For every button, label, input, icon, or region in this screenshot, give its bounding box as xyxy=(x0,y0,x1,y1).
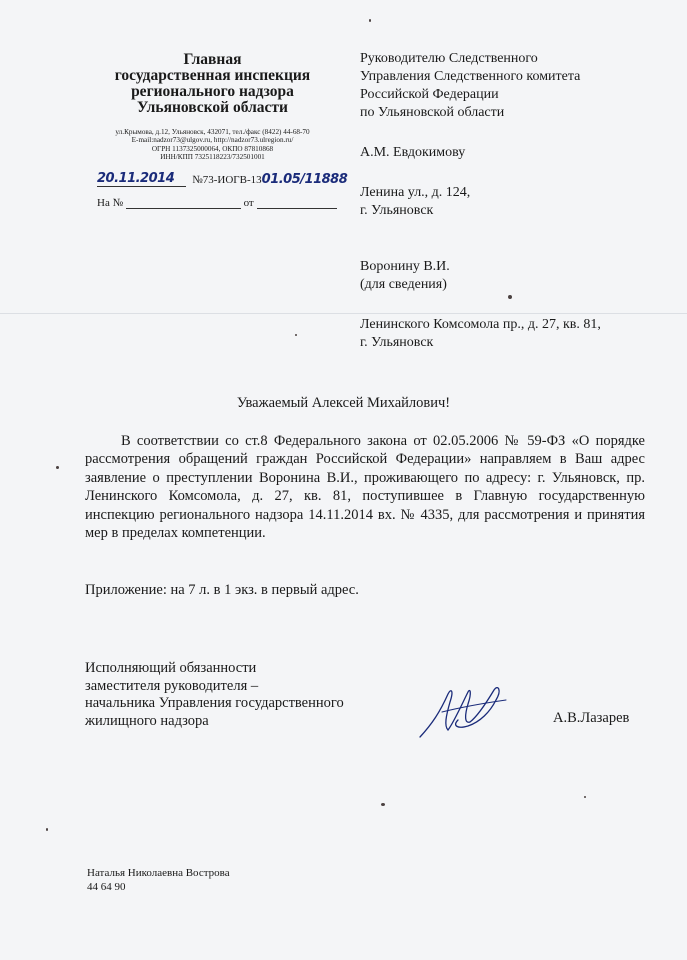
requisite-line: E-mail:nadzor73@ulgov.ru, http://nadzor73.ulregion.ru/ xyxy=(131,136,294,145)
requisite-line: ИНН/КПП 7325118223/732501001 xyxy=(160,153,265,162)
addressee-line: Российской Федерации xyxy=(360,87,499,102)
position-line: жилищного надзора xyxy=(85,712,209,729)
cc-address-line: Ленинского Комсомола пр., д. 27, кв. 81, xyxy=(360,317,601,332)
outgoing-number xyxy=(97,171,357,187)
cc-name: Воронину В.И. xyxy=(360,259,450,274)
letter-body: В соответствии со ст.8 Федерального закона от 02.05.2006 № 59-ФЗ «О порядке рассмотрения обращений граждан Российской Федерации» направляем в Ваш адрес заявление о преступлении Воронина В.И., проживающего по адресу: г. Ульяновск, пр. Ленинского Комсомола, д. 27, кв. 81, поступившее в Главную государственную инспекцию регионального надзора 14.11.2014 вх. № 4335, для рассмотрения и принятия мер в пределах компетенции. xyxy=(85,433,645,542)
addressee-block xyxy=(360,50,680,352)
addressee-line: Руководителю Следственного xyxy=(360,51,538,66)
signatory-position xyxy=(85,660,344,730)
scan-speck xyxy=(584,796,586,798)
scan-speck xyxy=(295,334,297,336)
executor-phone: 44 64 90 xyxy=(87,881,126,893)
addressee-name: А.М. Евдокимову xyxy=(360,145,466,160)
org-line: Главная xyxy=(183,51,242,68)
reference-line xyxy=(97,197,337,209)
sender-organization xyxy=(90,52,335,116)
outgoing-date: 20.11.2014 xyxy=(97,171,175,186)
executor-name: Наталья Николаевна Вострова xyxy=(87,867,230,879)
scan-speck xyxy=(508,295,512,299)
from-label: от xyxy=(243,197,254,209)
org-line: государственная инспекция xyxy=(114,67,311,84)
scan-speck xyxy=(56,466,59,469)
outgoing-number-prefix: №73-ИОГВ-13 xyxy=(192,174,262,186)
org-line: Ульяновской области xyxy=(137,99,288,116)
salutation: Уважаемый Алексей Михайлович! xyxy=(236,395,451,411)
addressee-line: по Ульяновской области xyxy=(360,105,505,120)
sender-requisites xyxy=(90,128,335,162)
executor-block xyxy=(87,866,230,894)
attachment-note: Приложение: на 7 л. в 1 экз. в первый адрес. xyxy=(85,582,359,598)
addressee-address-line: Ленина ул., д. 124, xyxy=(360,185,471,200)
requisite-line: ОГРН 1137325000064, ОКПО 87810868 xyxy=(151,144,274,153)
addressee-line: Управления Следственного комитета xyxy=(360,69,581,84)
on-ref-label: На № xyxy=(97,197,124,209)
scan-speck xyxy=(381,803,385,806)
position-line: Исполняющий обязанности xyxy=(85,660,257,676)
scan-speck xyxy=(46,828,48,831)
cc-address-line: г. Ульяновск xyxy=(360,335,434,350)
signer-name: А.В.Лазарев xyxy=(553,710,630,726)
scan-speck xyxy=(369,19,371,22)
addressee-address-line: г. Ульяновск xyxy=(360,203,434,218)
outgoing-number-handwritten: 01.05/11888 xyxy=(261,172,348,187)
org-line: регионального надзора xyxy=(131,83,294,100)
position-line: начальника Управления государственного xyxy=(85,695,344,711)
cc-note: (для сведения) xyxy=(360,277,447,292)
position-line: заместителя руководителя – xyxy=(85,677,259,694)
handwritten-signature xyxy=(418,682,513,742)
sender-block xyxy=(90,52,335,162)
requisite-line: ул.Крымова, д.12, Ульяновск, 432071, тел./факс (8422) 44-68-70 xyxy=(115,128,310,136)
